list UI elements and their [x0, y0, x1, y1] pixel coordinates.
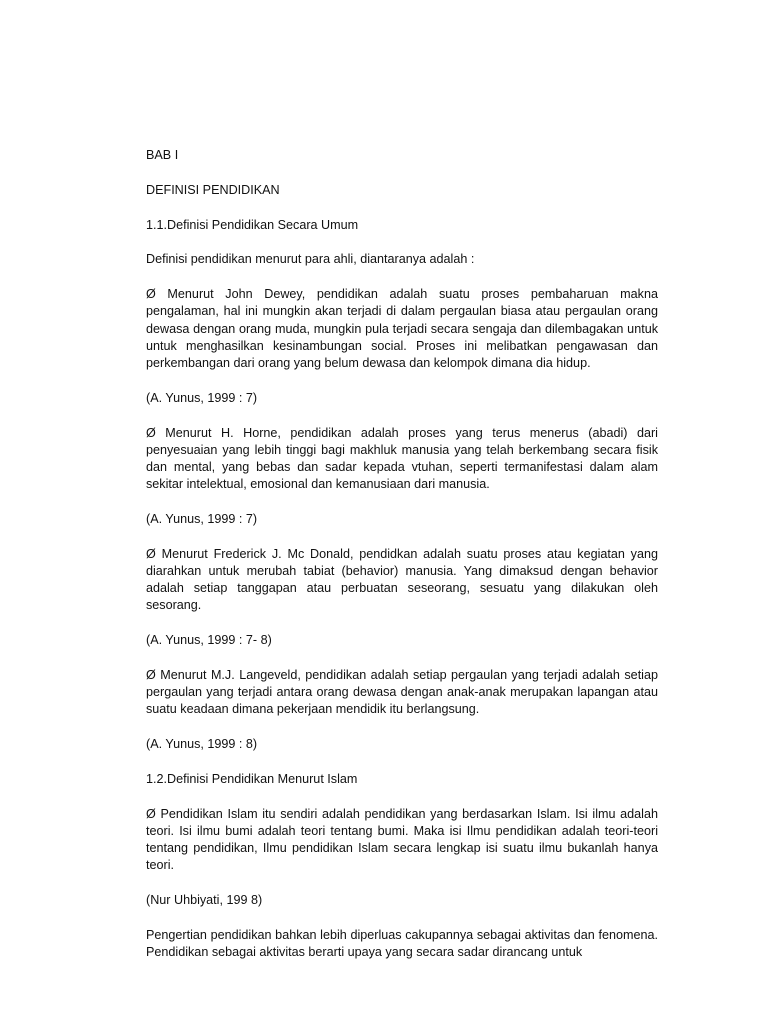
citation-4: (A. Yunus, 1999 : 8) [146, 737, 258, 752]
paragraph-h-horne: Ø Menurut H. Horne, pendidikan adalah proses yang terus menerus (abadi) dari penyesuaian yang lebih tinggi bagi makhluk manusia yang telah berkembang secara fisik dan mental, yang bebas dan sadar kepada vtuhan, seperti termanifestasi dalam alam sekitar intelektual, emosional dan kemanusiaan dari manusia. [146, 425, 658, 492]
paragraph-mc-donald: Ø Menurut Frederick J. Mc Donald, pendidkan adalah suatu proses atau kegiatan yang diarahkan untuk merubah tabiat (behavior) manusia. Yang dimaksud dengan behavior adalah setiap tanggapan atau perbuatan seseorang, sesuatu yang dilakukan oleh sesorang. [146, 546, 658, 613]
paragraph-pengertian: Pengertian pendidikan bahkan lebih diperluas cakupannya sebagai aktivitas dan fenomena. Pendidikan sebagai aktivitas berarti upaya yang secara sadar dirancang untuk [146, 928, 658, 960]
paragraph-islam: Ø Pendidikan Islam itu sendiri adalah pendidikan yang berdasarkan Islam. Isi ilmu adalah teori. Isi ilmu bumi adalah teori tentang bumi. Maka isi Ilmu pendidikan adalah teori-teori tentang pendidikan, Ilmu pendidikan Islam secara lengkap isi suatu ilmu bukanlah hanya teori. [146, 806, 658, 873]
chapter-label: BAB I [146, 148, 179, 162]
chapter-title: DEFINISI PENDIDIKAN [146, 182, 280, 197]
intro-paragraph: Definisi pendidikan menurut para ahli, diantaranya adalah : [146, 252, 475, 267]
paragraph-langeveld: Ø Menurut M.J. Langeveld, pendidikan adalah setiap pergaulan yang terjadi adalah setiap pergaulan yang terjadi antara orang dewasa dengan anak-anak merupakan lapangan atau suatu keadaan dimana pekerjaan mendidik itu berlangsung. [146, 668, 658, 717]
document-body [146, 147, 658, 979]
section-heading-1-2: 1.2.Definisi Pendidikan Menurut Islam [146, 772, 358, 786]
citation-1: (A. Yunus, 1999 : 7) [146, 390, 258, 405]
citation-3: (A. Yunus, 1999 : 7- 8) [146, 633, 272, 648]
citation-2: (A. Yunus, 1999 : 7) [146, 512, 258, 526]
paragraph-john-dewey: Ø Menurut John Dewey, pendidikan adalah suatu proses pembaharuan makna pengalaman, hal ini mungkin akan terjadi di dalam pergaulan biasa atau pergaulan orang dewasa dengan orang muda, mungkin pula terjadi secara sengaja dan dilembagakan untuk untuk menghasilkan kesinambungan social. Proses ini melibatkan pengawasan dan perkembangan dari orang yang belum dewasa dan kelompok dimana dia hidup. [146, 287, 658, 370]
section-heading-1-1: 1.1.Definisi Pendidikan Secara Umum [146, 217, 359, 232]
citation-5: (Nur Uhbiyati, 199 8) [146, 893, 263, 908]
